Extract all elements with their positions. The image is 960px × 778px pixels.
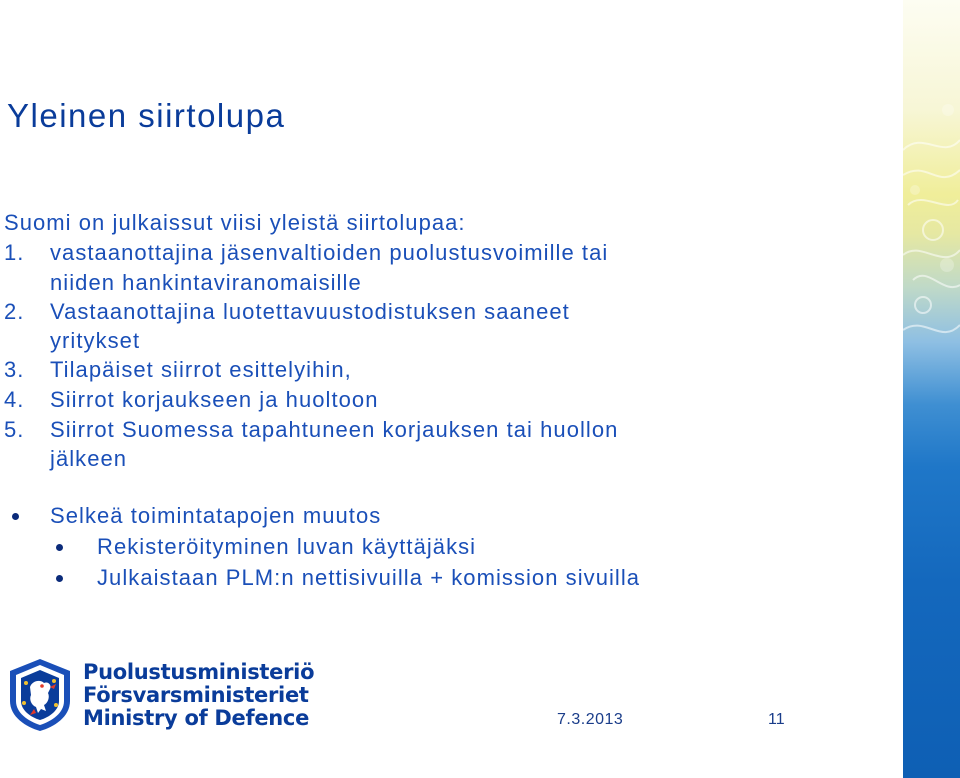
list-item-text: Tilapäiset siirrot esittelyihin, [50, 357, 352, 382]
decorative-sidebar [903, 0, 960, 778]
spacer [4, 473, 894, 501]
list-item-text: Siirrot Suomessa tapahtuneen korjauksen tai huollon [50, 417, 619, 442]
list-item-4 [4, 385, 894, 415]
list-number: 5. [4, 417, 25, 442]
slide-body [4, 208, 894, 594]
list-number: 1. [4, 240, 25, 265]
list-item-2 [4, 297, 894, 326]
lion-shield-icon [4, 657, 76, 733]
bullet-dot-icon [56, 575, 63, 582]
ministry-wordmark [83, 661, 314, 730]
bullet-dot-icon [12, 513, 19, 520]
footer-date: 7.3.2013 [557, 711, 624, 728]
bullet-dot-icon [56, 544, 63, 551]
sub-bullet-item-2 [4, 563, 894, 594]
sub-bullet-text: Rekisteröityminen luvan käyttäjäksi [97, 534, 477, 559]
sub-bullet-item-1 [4, 532, 894, 563]
ministry-name-sv: Försvarsministeriet [83, 683, 309, 707]
sub-bullet-text: Julkaistaan PLM:n nettisivuilla + komission sivuilla [97, 565, 641, 590]
list-number: 3. [4, 357, 25, 382]
ministry-name-fi: Puolustusministeriö [83, 660, 315, 684]
bullet-item [4, 501, 894, 532]
slide-title: Yleinen siirtolupa [7, 97, 286, 134]
list-number: 4. [4, 387, 25, 412]
list-item-5-continuation: jälkeen [50, 446, 128, 471]
list-item-2-continuation: yritykset [50, 328, 141, 353]
list-item-5 [4, 415, 894, 444]
list-number: 2. [4, 299, 25, 324]
bullet-text: Selkeä toimintatapojen muutos [50, 503, 382, 528]
list-item-1 [4, 238, 894, 268]
list-item-1-continuation: niiden hankintaviranomaisille [50, 270, 362, 295]
list-item-3 [4, 355, 894, 385]
list-item-text: vastaanottajina jäsenvaltioiden puolustusvoimille tai [50, 240, 609, 265]
list-item-text: Siirrot korjaukseen ja huoltoon [50, 387, 379, 412]
page-number: 11 [768, 711, 785, 728]
intro-text: Suomi on julkaissut viisi yleistä siirtolupaa: [4, 210, 466, 235]
sidebar-pattern-icon [903, 0, 960, 778]
ministry-name-en: Ministry of Defence [83, 706, 310, 730]
list-item-text: Vastaanottajina luotettavuustodistuksen saaneet [50, 299, 570, 324]
